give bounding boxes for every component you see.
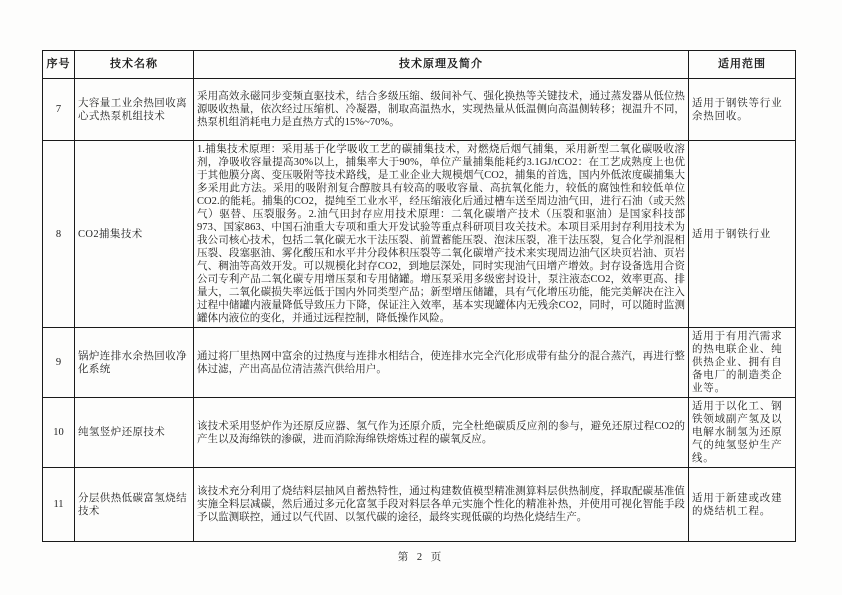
row-number-cell: 8 — [43, 141, 75, 328]
applicable-scope-cell: 适用于钢铁行业 — [689, 141, 796, 328]
table-row — [43, 468, 796, 542]
table-body — [43, 79, 796, 542]
tech-name-cell: 分层供热低碳富氢烧结技术 — [75, 468, 194, 542]
tech-description-cell: 该技术采用竖炉作为还原反应器、氢气作为还原介质，完全杜绝碳质反应剂的参与，避免还原过程CO2的产生以及海绵铁的渗碳，进而消除海绵铁熔炼过程的碳氧反应。 — [194, 398, 689, 468]
table-header-row — [43, 51, 796, 79]
tech-description-cell: 采用高效永磁同步变频直驱技术，结合多级压缩、级间补气、强化换热等关键技术，通过蒸发器从低位热源吸收热量，依次经过压缩机、冷凝器，制取高温热水，实现热量从低温侧向高温侧转移；视温升不同，热泵机组消耗电力是直热方式的15%~70%。 — [194, 79, 689, 141]
applicable-scope-cell: 适用于有用汽需求的热电联企业、纯供热企业、拥有自备电厂的制造类企业等。 — [689, 328, 796, 398]
applicable-scope-cell: 适用于以化工、钢铁领域副产氢及以电解水制氢为还原气的纯氢竖炉生产线。 — [689, 398, 796, 468]
row-number-cell: 10 — [43, 398, 75, 468]
applicable-scope-cell: 适用于钢铁等行业余热回收。 — [689, 79, 796, 141]
table-row — [43, 328, 796, 398]
table-row — [43, 141, 796, 328]
header-applicable-scope: 适用范围 — [689, 51, 796, 79]
header-technology-name: 技术名称 — [75, 51, 194, 79]
tech-description-cell: 该技术充分利用了烧结料层抽风自蓄热特性，通过构建数值模型精准测算料层供热制度，择取配碳基准值实施全料层减碳，然后通过多元化富氢手段对料层各单元实施个性化的精准补热，并使用可视化智能手段予以监测联控，通过以气代固、以氢代碳的途径，最终实现低碳的均热化烧结生产。 — [194, 468, 689, 542]
row-number-cell: 9 — [43, 328, 75, 398]
tech-description-cell: 1.捕集技术原理：采用基于化学吸收工艺的碳捕集技术，对燃烧后烟气捕集，采用新型二氧化碳吸收溶剂，净吸收容量提高30%以上，捕集率大于90%，单位产量捕集能耗约3.1GJ/tCO2：在工艺成熟度上也优于其他膜分离、变压吸附等技术路线，是工业企业大规模烟气CO2，捕集的首选，国内外低浓度碳捕集大多采用此方法。采用的吸附剂复合醇胺具有较高的吸收容量、高抗氧化能力，较低的腐蚀性和较低单位CO2.的能耗。捕集的CO2，提纯至工业水平，经压缩液化后通过槽车送至周边油气田，进行石油（或天然气）驱替、压裂服务。2.油气田封存应用技术原理：二氧化碳增产技术（压裂和驱油）是国家科技部973、国家863、中国石油重大专项和重大开发试验等重点科研项目攻关技术。本项目采用封存利用技术为我公司核心技术，包括二氧化碳无水干法压裂、前置蓄能压裂、泡沫压裂，准干法压裂，复合化学剂混相压裂、段塞驱油、雾化酸压和水平井分段体积压裂等二氧化碳增产技术来实现周边油气区块页岩油、页岩气、稠油等高效开发。可以规模化封存CO2，到地层深处，同时实现油气田增产增效。封存设备选用合资公司专利产品二氧化碳专用增压泵和专用储罐。增压泵采用多级密封设计，泵注液态CO2，效率更高、排量大，二氧化碳损失率远低于国内外同类型产品；新型增压储罐，具有气化增压功能，能完美解决在注入过程中储罐内液量降低导致压力下降，保证注入效率，基本实现罐体内无残余CO2，同时，可以随时监测罐体内液位的变化，并通过远程控制，降低操作风险。 — [194, 141, 689, 328]
tech-name-cell: 锅炉连排水余热回收净化系统 — [75, 328, 194, 398]
row-number-cell: 7 — [43, 79, 75, 141]
page-number: 第 2 页 — [397, 552, 445, 563]
table-row — [43, 79, 796, 141]
tech-name-cell: CO2捕集技术 — [75, 141, 194, 328]
header-principle-intro: 技术原理及简介 — [194, 51, 689, 79]
row-number-cell: 11 — [43, 468, 75, 542]
table-row — [43, 398, 796, 468]
header-serial-number: 序号 — [43, 51, 75, 79]
technology-table — [42, 50, 796, 542]
tech-name-cell: 纯氢竖炉还原技术 — [75, 398, 194, 468]
tech-description-cell: 通过将厂里热网中富余的过热度与连排水相结合，使连排水完全汽化形成带有盐分的混合蒸汽，再进行整体过滤，产出高品位清洁蒸汽供给用户。 — [194, 328, 689, 398]
applicable-scope-cell: 适用于新建或改建的烧结机工程。 — [689, 468, 796, 542]
tech-name-cell: 大容量工业余热回收离心式热泵机组技术 — [75, 79, 194, 141]
